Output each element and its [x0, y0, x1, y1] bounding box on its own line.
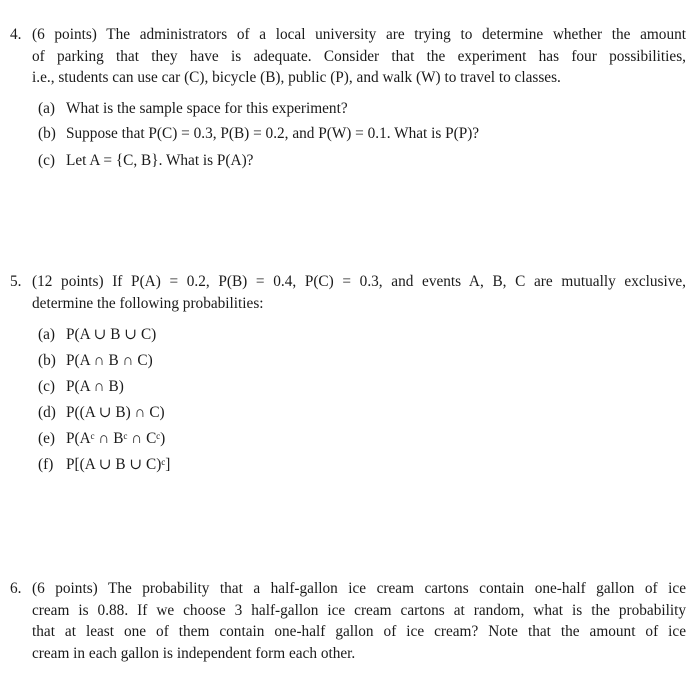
part-text: P(A ∩ B): [66, 378, 124, 395]
problem-5-subparts: [38, 324, 170, 480]
problem-4-part-c: [38, 150, 479, 175]
problem-5-part-a: [38, 324, 170, 350]
problem-6-line-1: (6 points) The probability that a half-gallon ice cream cartons contain one-half gallon of ice: [32, 580, 686, 597]
part-text: P(A ∪ B ∪ C): [66, 326, 157, 343]
problem-4-line-1: (6 points) The administrators of a local university are trying to determine whether the amount: [32, 26, 686, 43]
part-label: (f): [38, 456, 54, 473]
part-label: (b): [38, 125, 56, 142]
part-label: (c): [38, 152, 55, 169]
problem-6-number: 6.: [10, 580, 22, 597]
part-label: (e): [38, 430, 55, 447]
part-label: (c): [38, 378, 55, 395]
problem-6-statement: [10, 578, 686, 664]
problem-4-line-3: i.e., students can use car (C), bicycle (B), public (P), and walk (W) to travel to classes.: [32, 69, 561, 86]
part-text: Suppose that P(C) = 0.3, P(B) = 0.2, and P(W) = 0.1. What is P(P)?: [66, 125, 480, 142]
part-text: P((A ∪ B) ∩ C): [66, 404, 165, 421]
part-text: P[(A ∪ B ∪ C)ᶜ]: [66, 456, 171, 473]
part-text: What is the sample space for this experiment?: [66, 100, 348, 117]
problem-4-part-b: [38, 123, 479, 150]
part-label: (a): [38, 326, 55, 343]
problem-5-part-f: [38, 454, 170, 480]
problem-6-line-3: that at least one of them contain one-half gallon of ice cream? Note that the amount of ice: [32, 623, 686, 640]
problem-6-line-2: cream is 0.88. If we choose 3 half-gallon ice cream cartons at random, what is the probability: [32, 601, 686, 619]
part-label: (b): [38, 352, 56, 369]
problem-5-line-2: determine the following probabilities:: [32, 294, 264, 312]
problem-5-number: 5.: [10, 273, 22, 290]
problem-5-part-c: [38, 376, 170, 402]
part-text: P(A ∩ B ∩ C): [66, 352, 153, 369]
part-text: Let A = {C, B}. What is P(A)?: [66, 152, 254, 169]
problem-4-part-a: [38, 98, 479, 123]
problem-5-part-e: [38, 428, 170, 454]
part-label: (a): [38, 100, 55, 117]
problem-6-line-4: cream in each gallon is independent form each other.: [32, 644, 356, 662]
problem-4-statement: [10, 24, 686, 89]
problem-5-statement: [10, 271, 686, 314]
problem-5-part-b: [38, 350, 170, 376]
problem-4-number: 4.: [10, 26, 22, 43]
problem-4-subparts: [38, 98, 479, 175]
problem-5-line-1: (12 points) If P(A) = 0.2, P(B) = 0.4, P(C) = 0.3, and events A, B, C are mutually exclusive,: [32, 273, 686, 290]
problem-4-line-2: of parking that they have is adequate. Consider that the experiment has four possibilities,: [32, 47, 686, 65]
problem-5-part-d: [38, 402, 170, 428]
part-text: P(Aᶜ ∩ Bᶜ ∩ Cᶜ): [66, 430, 166, 447]
part-label: (d): [38, 404, 56, 421]
